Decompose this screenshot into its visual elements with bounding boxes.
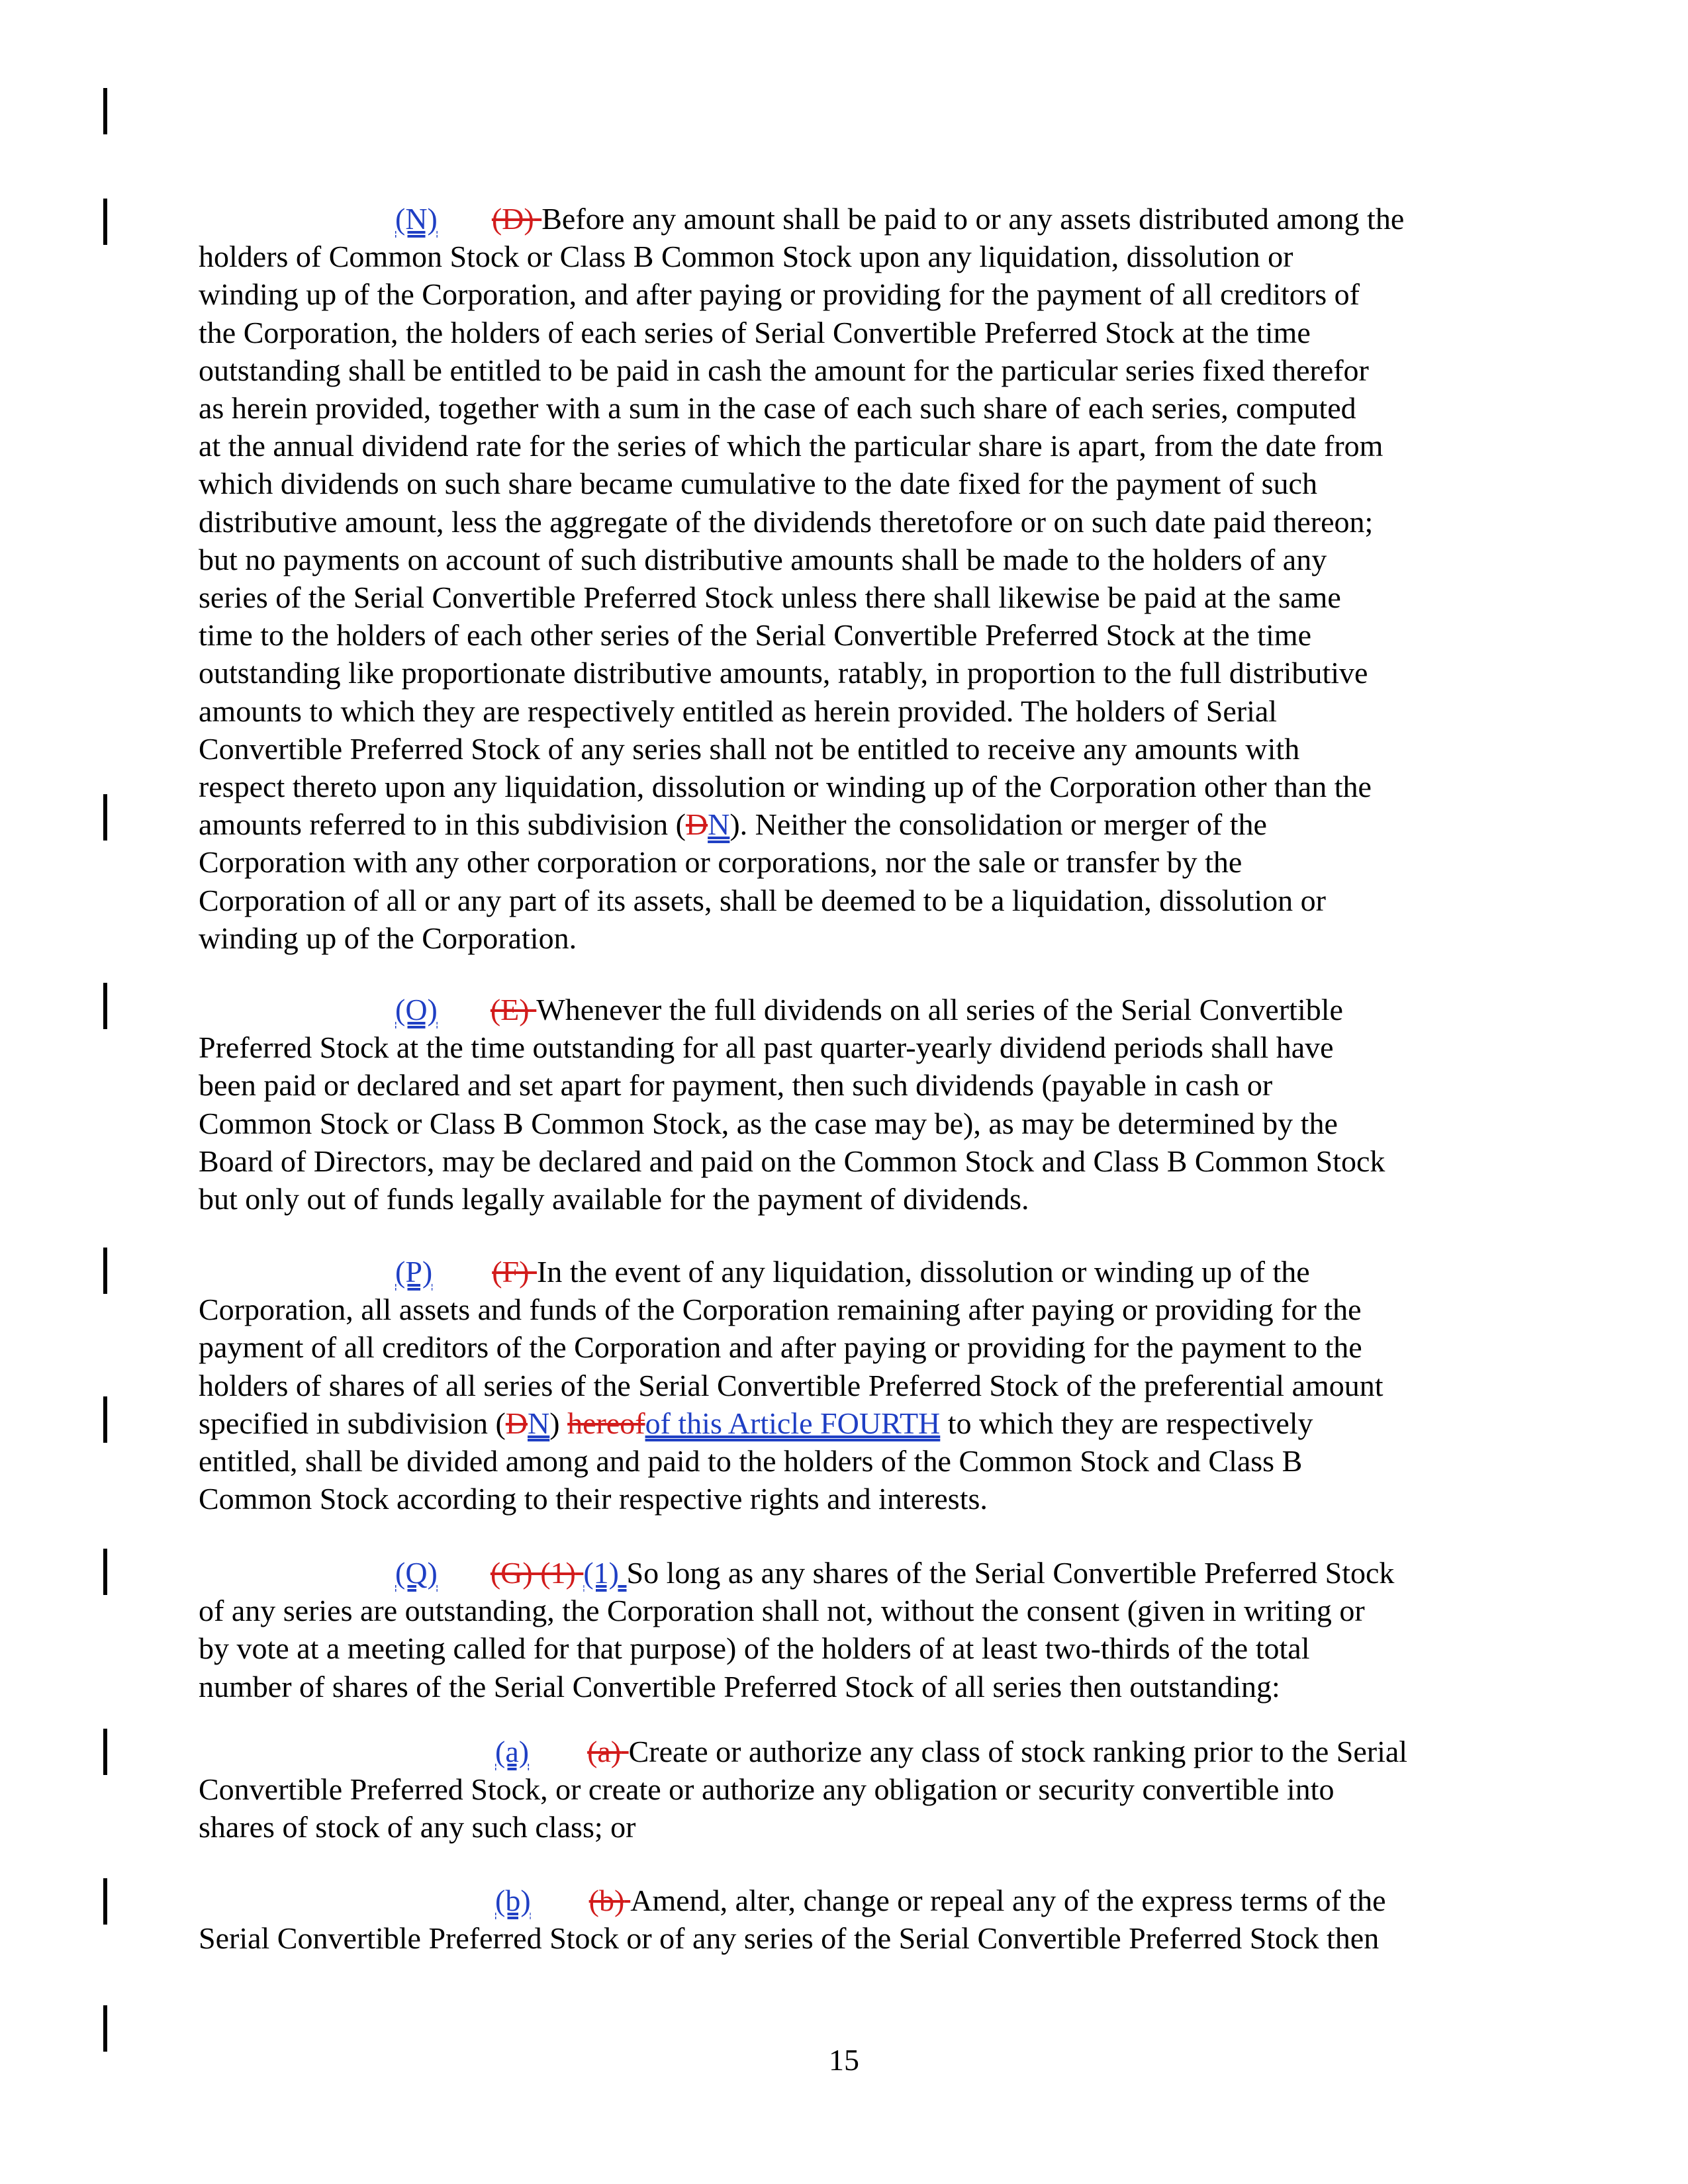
paragraph-first-line — [199, 200, 1489, 238]
deleted-text: D — [505, 1406, 528, 1440]
line-text: distributive amount, less the aggregate of the dividends theretofore or on such date paid thereon; — [199, 504, 1374, 539]
line-text: Amend, alter, change or repeal any of the express terms of the — [630, 1884, 1386, 1917]
deleted-label: (E) — [490, 993, 530, 1026]
new-label: (O) — [395, 993, 438, 1026]
line-text: Corporation of all or any part of its assets, shall be deemed to be a liquidation, dissolution or — [199, 883, 1326, 917]
new-label: (Q) — [395, 1556, 438, 1590]
line-text: series of the Serial Convertible Preferred Stock unless there shall likewise be paid at the same — [199, 580, 1341, 615]
deleted-label: (a) — [587, 1735, 622, 1768]
line-text: shares of stock of any such class; or — [199, 1810, 636, 1844]
line-text: of any series are outstanding, the Corporation shall not, without the consent (given in writing or — [199, 1594, 1365, 1628]
inserted-text: (1) — [583, 1556, 619, 1590]
line-text: by vote at a meeting called for that purpose) of the holders of at least two-thirds of the total — [199, 1631, 1310, 1666]
line-text: Create or authorize any class of stock ranking prior to the Serial — [628, 1735, 1408, 1768]
line-text: Preferred Stock at the time outstanding for all past quarter-yearly dividend periods shall have — [199, 1030, 1334, 1065]
line-text: Convertible Preferred Stock of any series shall not be entitled to receive any amounts with — [199, 731, 1300, 766]
line-text: time to the holders of each other series of the Serial Convertible Preferred Stock at the time — [199, 618, 1311, 653]
paragraph-n — [199, 200, 1489, 957]
new-label: (a) — [495, 1735, 530, 1768]
line-text: winding up of the Corporation. — [199, 921, 577, 955]
line-text: Common Stock or Class B Common Stock, as the case may be), as may be determined by the — [199, 1106, 1338, 1140]
paragraph-first-line — [199, 991, 1489, 1028]
line-text: Whenever the full dividends on all series of the Serial Convertible — [536, 993, 1343, 1026]
line-text: In the event of any liquidation, dissolution or winding up of the — [536, 1255, 1310, 1289]
line-text: holders of shares of all series of the Serial Convertible Preferred Stock of the preferential amount — [199, 1368, 1383, 1402]
deleted-label: (G) (1) — [490, 1556, 576, 1590]
inserted-text: N — [708, 807, 730, 842]
change-bar — [103, 1396, 107, 1443]
paragraph-o — [199, 991, 1489, 1218]
cross-reference-line: amounts referred to in this subdivision (DN). Neither the consolidation or merger of the — [199, 807, 1267, 842]
line-text: but only out of funds legally available for the payment of dividends. — [199, 1182, 1029, 1216]
deleted-label: (D) — [491, 202, 534, 236]
line-text: number of shares of the Serial Convertible Preferred Stock of all series then outstanding: — [199, 1669, 1280, 1704]
deleted-label: (F) — [492, 1255, 530, 1289]
line-text: amounts to which they are respectively entitled as herein provided. The holders of Serial — [199, 694, 1278, 728]
line-text: outstanding shall be entitled to be paid in cash the amount for the particular series fixed therefor — [199, 353, 1369, 387]
line-text: as herein provided, together with a sum in the case of each such share of each series, computed — [199, 391, 1356, 426]
change-bar — [103, 1729, 107, 1775]
new-label: (P) — [395, 1255, 433, 1289]
paragraph-p — [199, 1253, 1489, 1518]
paragraph-first-line — [199, 1554, 1489, 1592]
subparagraph-a — [199, 1733, 1489, 1846]
line-text: payment of all creditors of the Corporation and after paying or providing for the payment to the — [199, 1330, 1362, 1365]
line-text: Common Stock according to their respective rights and interests. — [199, 1482, 988, 1516]
change-bar — [103, 199, 107, 245]
line-text: So long as any shares of the Serial Convertible Preferred Stock — [626, 1556, 1395, 1590]
change-bar — [103, 1878, 107, 1925]
line-text: holders of Common Stock or Class B Common Stock upon any liquidation, dissolution or — [199, 240, 1293, 274]
line-text: Convertible Preferred Stock, or create or authorize any obligation or security convertible into — [199, 1772, 1335, 1807]
page-number: 15 — [829, 2043, 859, 2077]
line-text: Corporation with any other corporation or corporations, nor the sale or transfer by the — [199, 845, 1243, 880]
new-label: (N) — [395, 202, 438, 236]
change-bar — [103, 1248, 107, 1294]
change-bar — [103, 1549, 107, 1595]
cross-reference-line: specified in subdivision (DN) hereofof this Article FOURTH to which they are respectively — [199, 1406, 1313, 1440]
line-text: entitled, shall be divided among and paid to the holders of the Common Stock and Class B — [199, 1444, 1303, 1479]
subparagraph-b — [199, 1882, 1489, 1957]
line-text: which dividends on such share became cumulative to the date fixed for the payment of such — [199, 467, 1317, 501]
line-text: Board of Directors, may be declared and paid on the Common Stock and Class B Common Stock — [199, 1144, 1385, 1178]
line-text: Corporation, all assets and funds of the Corporation remaining after paying or providing for the — [199, 1293, 1362, 1327]
new-label: (b) — [495, 1884, 531, 1917]
paragraph-q — [199, 1554, 1489, 1706]
line-text: Before any amount shall be paid to or any assets distributed among the — [541, 202, 1405, 236]
paragraph-first-line — [199, 1733, 1489, 1770]
line-text: the Corporation, the holders of each series of Serial Convertible Preferred Stock at the time — [199, 315, 1311, 349]
line-text: been paid or declared and set apart for payment, then such dividends (payable in cash or — [199, 1068, 1273, 1103]
line-text: winding up of the Corporation, and after paying or providing for the payment of all creditors of — [199, 277, 1360, 312]
deleted-text: D — [685, 807, 708, 842]
line-text: outstanding like proportionate distributive amounts, ratably, in proportion to the full distributive — [199, 656, 1368, 690]
paragraph-first-line — [199, 1882, 1489, 1919]
deleted-text: hereof — [567, 1406, 645, 1440]
line-text: Serial Convertible Preferred Stock or of any series of the Serial Convertible Preferred Stock then — [199, 1921, 1380, 1956]
change-bar — [103, 794, 107, 841]
line-text: respect thereto upon any liquidation, dissolution or winding up of the Corporation other than the — [199, 770, 1372, 804]
paragraph-first-line — [199, 1253, 1489, 1291]
inserted-text: of this Article FOURTH — [645, 1406, 941, 1440]
line-text: but no payments on account of such distributive amounts shall be made to the holders of any — [199, 542, 1327, 576]
change-bar — [103, 88, 107, 134]
change-bar — [103, 983, 107, 1029]
inserted-text: N — [528, 1406, 550, 1440]
deleted-label: (b) — [588, 1884, 625, 1917]
line-text: at the annual dividend rate for the series of which the particular share is apart, from the date from — [199, 429, 1383, 463]
